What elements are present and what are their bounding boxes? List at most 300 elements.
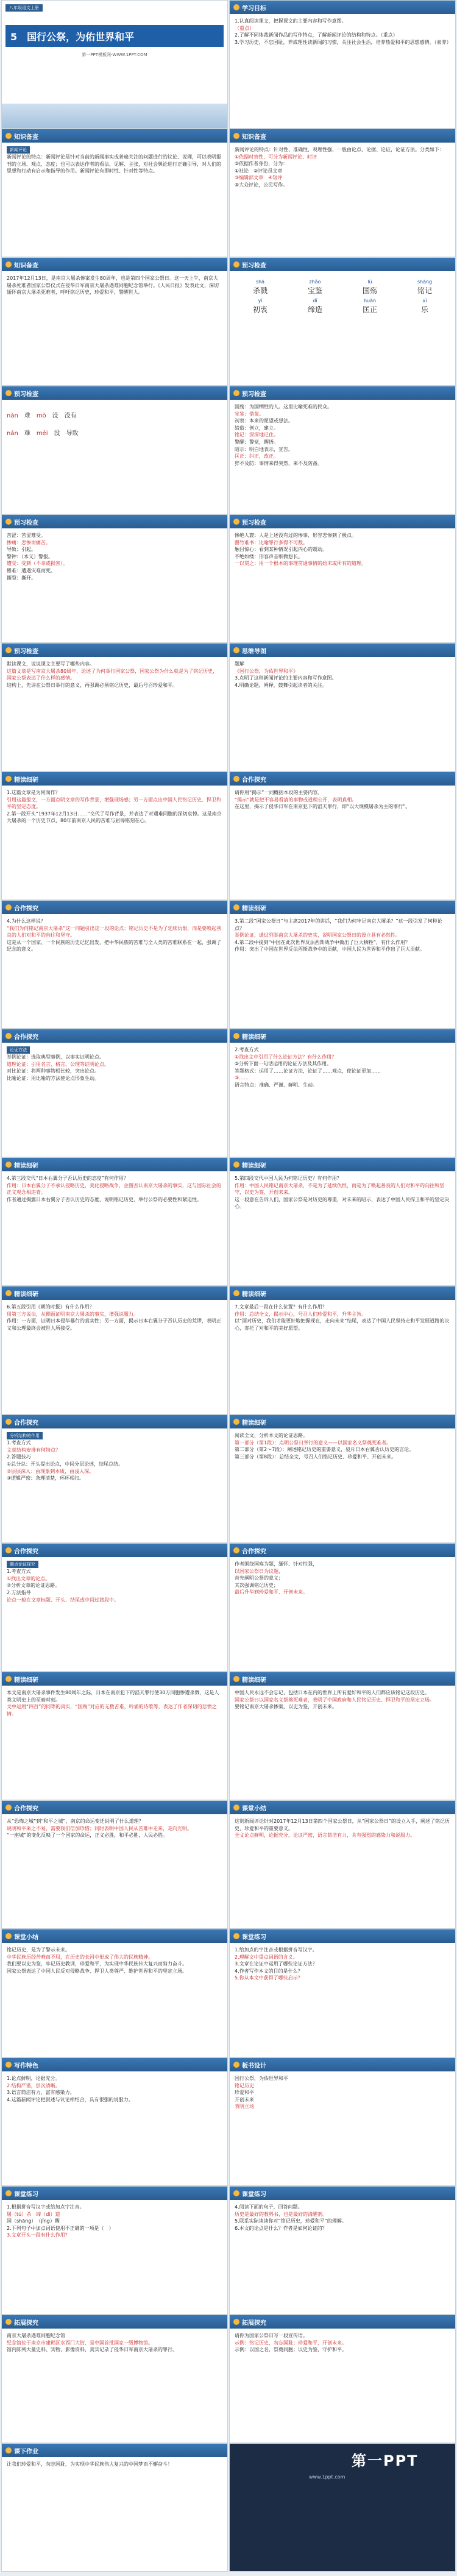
slide-header-label: 课堂练习	[242, 1934, 266, 1941]
slide-header-label: 精读细研	[242, 1034, 266, 1041]
text-line: 文中运用“四百”的同等的真实，“国殇”对应的无数苦难，吟诵的诗歌等，表达了作者深切的悲愤之情。	[7, 1704, 217, 1717]
slide-left-6	[1, 772, 228, 900]
text-line: 作用：突出了中国在世界反法西斯战争中的贡献，中国人民为世界和平作出了巨大贡献。	[235, 946, 425, 953]
slide-body	[2, 1171, 227, 1207]
slide-header	[2, 515, 227, 528]
text-line: 请你用“揭示”一词概括本段的主要内容。	[235, 790, 323, 795]
text-line: 触目惊心：看到某种情况引起内心的震动。	[235, 547, 327, 553]
text-line: 开创未来	[235, 2096, 254, 2102]
slide-header-label: 预习检查	[14, 648, 38, 655]
text-line: 4.阅读下面的句子，回答问题。	[235, 2204, 303, 2210]
slide-left-9	[1, 1157, 228, 1286]
text-line: 1.考查方式	[7, 1569, 31, 1575]
slide-header-label: 思维导图	[242, 648, 266, 655]
text-line: ②依据作者身份，分为：	[235, 161, 288, 167]
section-icon	[5, 1290, 12, 1296]
text-line: 作者通过揭露日本右翼分子否认历史的态度，说明铭记历史、举行公祭的必要性和紧迫性。	[7, 1196, 202, 1202]
text-line: 撕裂：撕开。	[7, 575, 36, 581]
text-line: 默读课文，说说课文主要写了哪些内容。	[7, 661, 94, 667]
text-line: 导致：引起。	[7, 547, 36, 553]
text-line: 这篇文章是写南京大屠杀80周年，论述了为何举行国家公祭，国家公祭为什么就是为了铭记历史，国家公祭表达了什么样的感情。	[7, 668, 218, 681]
left-column	[1, 0, 228, 2572]
text-line: 示例：以国之名，祭奠同胞；以史为鉴，守护和平。	[235, 2347, 347, 2353]
slide-body	[2, 786, 227, 828]
text-line: 遭受：受到（不幸或损害）。	[7, 561, 68, 567]
polyphone-row	[7, 412, 222, 421]
section-icon	[5, 2190, 12, 2196]
slide-body	[230, 143, 455, 193]
slide-right-15	[229, 1929, 456, 2057]
text-line: 2.下列句子中加点词语使用不正确的一项是（ ）	[7, 2225, 114, 2231]
text-line: 表明立场	[235, 2104, 254, 2110]
slide-right-7	[229, 900, 456, 1029]
slide-header	[230, 772, 455, 786]
section-icon	[233, 647, 239, 653]
text-line: 2.答题技巧	[7, 1454, 31, 1460]
slide-right-12	[229, 1543, 456, 1672]
slide-header	[2, 2315, 227, 2329]
text-line: 2.结构严谨，层次清晰。	[7, 2082, 60, 2088]
slide-header	[2, 1415, 227, 1428]
section-icon	[233, 2190, 239, 2196]
text-line: 作者围绕国殇为题，缅怀、针对性强，	[235, 1561, 317, 1567]
text-line: 4.为什么这样说？	[7, 918, 46, 924]
slide-left-19	[1, 2443, 228, 2572]
pinyin-cell	[235, 297, 286, 315]
slide-header-label: 精读细研	[14, 1677, 38, 1684]
text-line: 2.理解文中重点词语的含义。	[235, 1954, 298, 1960]
slide-body	[2, 2329, 227, 2357]
text-line: 3.文章开头一段有什么作用？	[7, 2232, 70, 2238]
pinyin-cell	[289, 279, 341, 296]
decorative-bar	[2, 104, 227, 128]
slide-header	[230, 901, 455, 914]
slide-left-12	[1, 1543, 228, 1672]
slide-body	[230, 1043, 455, 1093]
lesson-title: 5 国行公祭，为佑世界和平	[5, 25, 224, 47]
pinyin-cell	[235, 279, 286, 296]
section-icon	[233, 2062, 239, 2068]
slide-body	[230, 786, 455, 814]
text-line: 珍爱和平	[235, 2090, 254, 2096]
slide-body	[2, 1043, 227, 1086]
slide-right-6	[229, 772, 456, 900]
slide-right-11	[229, 1414, 456, 1543]
box-title: 新闻评论	[7, 146, 30, 154]
slide-header	[2, 901, 227, 914]
slide-right-8	[229, 1029, 456, 1157]
section-icon	[5, 1933, 12, 1939]
text-line: 中华民族历经苦难而不屈，在历史的长河中形成了伟大的民族精神。	[7, 1954, 153, 1960]
slide-header	[2, 1672, 227, 1686]
slide-header	[230, 129, 455, 143]
text-line: 馆内陈列大量史料、实物、影像资料，真实记录了侵华日军南京大屠杀的罪行。	[7, 2347, 177, 2353]
polyphone-c: 导致	[66, 430, 79, 437]
pinyin-text: yí	[258, 297, 263, 303]
slide-header	[230, 1286, 455, 1300]
text-line: 举例论证，通过列举南京大屠杀的史实，说明国家公祭日的设立具有必然性。	[235, 932, 400, 939]
text-line: 作用：总结全文，揭示中心，号召人们珍爱和平，升华主旨。	[235, 1311, 366, 1317]
text-line: 首先阐明公祭的意义；	[235, 1575, 283, 1581]
text-line: 2.考查方式	[235, 1047, 259, 1052]
text-line: 国家公祭表达了中国人民反对侵略战争、捍卫人类尊严、维护世界和平的坚定立场。	[7, 1968, 187, 1974]
slide-header	[230, 386, 455, 400]
slide-header	[2, 386, 227, 400]
slide-body	[230, 14, 455, 49]
slide-right-2	[229, 257, 456, 386]
box-title: 题点论证探究	[7, 1561, 38, 1568]
slide-header-label: 精读细研	[242, 1291, 266, 1298]
slide-left-8	[1, 1029, 228, 1157]
text-line: 这是从一个国家、一个民族的历史记忆出发，把中华民族的苦难与全人类的苦难联系在一起，强调了纪念的意义。	[7, 939, 221, 953]
text-line: 请你为国家公祭日写一段宣传语。	[235, 2333, 308, 2338]
text-line: ②分析下面一句话运用的论证方法及其作用。	[235, 1061, 332, 1067]
text-line: 国殇：为国牺牲的人。这里比喻死难的民众。	[235, 404, 332, 410]
slide-body	[2, 2200, 227, 2243]
text-line: 说明和平来之不易，需要我们倍加珍惜；同时表明中国人民从苦难中走来，走向光明。	[7, 1825, 192, 1831]
text-line: 1.论点鲜明，论据充分。	[7, 2076, 60, 2081]
text-line: 1.这篇文章是为何而作？	[7, 790, 60, 795]
slide-body	[230, 1428, 455, 1464]
slide-body	[2, 143, 227, 179]
polyphone-c: 没有	[64, 413, 77, 419]
slide-header-label: 精读细研	[242, 1162, 266, 1169]
slide-right-10	[229, 1286, 456, 1414]
section-icon	[233, 1547, 239, 1553]
section-icon	[233, 4, 239, 10]
slide-right-0	[229, 0, 456, 129]
slide-right-19	[229, 2443, 456, 2572]
slide-header	[230, 644, 455, 657]
slide-body	[230, 1171, 455, 1214]
text-line: 1.根据拼音写汉字或给加点字注音。	[7, 2204, 85, 2210]
section-icon	[5, 133, 12, 139]
slide-body	[230, 1814, 455, 1843]
text-line: 昭示：明白地表示，宣告。	[235, 446, 293, 452]
text-line: 惨绝人寰：人是上述没有过的惨事，形容悲惨到了极点。	[235, 533, 356, 538]
slide-left-11	[1, 1414, 228, 1543]
polyphone-b: 没	[54, 430, 60, 437]
text-line: 语言特点：准确、严谨、鲜明、生动。	[235, 1082, 317, 1088]
section-icon	[233, 261, 239, 268]
slide-right-9	[229, 1157, 456, 1286]
slide-left-0	[1, 0, 228, 129]
hanzi-text: 国殇	[362, 286, 377, 295]
text-line: 文章结构安排有何特点？	[7, 1447, 60, 1453]
slide-header	[2, 1544, 227, 1557]
text-line: 4.第三段交代“日本右翼分子否认历史的态度”有何作用？	[7, 1176, 129, 1181]
section-icon	[233, 1933, 239, 1939]
text-line: 作用：日本右翼分子不承认侵略历史，美化侵略战争，企图否认南京大屠杀的事实，这与国际社会的正义观念相违背。	[7, 1182, 221, 1196]
slide-header-label: 预习检查	[14, 391, 38, 398]
text-line: ①社论 ②评论员文章	[235, 168, 283, 174]
text-line: 2.方法指导	[7, 1589, 31, 1595]
text-line: 中国人民永远不会忘记，包括日本在内的世界上所有爱好和平的人们都应该铭记这段历史。	[235, 1690, 430, 1695]
text-line: 用第三方说法，从侧面证明南京大屠杀的事实，增强说服力。	[7, 1311, 138, 1317]
slide-left-16	[1, 2057, 228, 2186]
slide-header	[230, 515, 455, 528]
slide-body	[230, 1686, 455, 1714]
slide-left-7	[1, 900, 228, 1029]
text-line: 初衷：本来的愿望或想法。	[235, 418, 293, 424]
text-line: 第二部分（第2～7段）：阐述铭记历史的重要意义，驳斥日本右翼否认历史的言论。	[235, 1447, 414, 1453]
slide-left-5	[1, 643, 228, 772]
text-line: 2.了解不同体裁新闻作品的写作特点，了解新闻评论的结构和特点。（重点）	[235, 32, 398, 38]
slide-body	[2, 1943, 227, 1978]
text-line: 在这里，揭示了侵华日军在南京犯下的滔天罪行，即“以大规模屠杀为主的罪行”。	[235, 804, 411, 810]
box-title: 分析结构的作用	[7, 1432, 43, 1439]
text-line: 引用这篇报文，一方面点明文章的写作背景，增强现场感；另一方面点出中国人民铭记历史、捍卫和平的坚定态度。	[7, 797, 221, 810]
section-icon	[233, 904, 239, 910]
slide-left-1	[1, 129, 228, 257]
slide-left-2	[1, 257, 228, 386]
slide-header	[230, 1, 455, 14]
section-icon	[233, 133, 239, 139]
text-line: 这一段意在告诉人们，国家公祭是对历史的尊重，对未来的昭示，表达了中国人民捍卫和平的坚定决心。	[235, 1196, 449, 1210]
hanzi-text: 铭记	[417, 286, 432, 295]
text-line: 3.第二段“国家公祭日”与主席2017年的讲话，“我们为何牢记南京大屠杀？”这一段引发了何种论点？	[235, 918, 442, 931]
slide-header-label: 板书设计	[242, 2062, 266, 2070]
slide-body	[230, 1300, 455, 1335]
text-line: 3.语言简洁有力，富有感染力。	[7, 2090, 75, 2096]
slide-body	[2, 1300, 227, 1335]
section-icon	[5, 2062, 12, 2068]
pinyin-cell	[399, 297, 450, 315]
slide-header	[2, 129, 227, 143]
slide-right-17	[229, 2186, 456, 2315]
hanzi-text: 宝鉴	[307, 286, 322, 295]
text-line: 比喻论证：用比喻的方法使论点形象生动。	[7, 1075, 99, 1081]
section-icon	[5, 1162, 12, 1168]
slide-left-15	[1, 1929, 228, 2057]
slide-header	[2, 1158, 227, 1171]
slide-header-label: 合作探究	[14, 905, 38, 912]
text-line: 警钟：（本义）警报。	[7, 553, 53, 559]
section-icon	[233, 2319, 239, 2325]
slide-header	[230, 2187, 455, 2200]
text-line: 国家公祭日以国家名义祭奠死难者，表明了中国政府和人民铭记历史、捍卫和平的坚定立场。	[235, 1697, 434, 1703]
slide-left-17	[1, 2186, 228, 2315]
pinyin-cell	[289, 297, 341, 315]
pinyin-text: huàn	[363, 297, 377, 303]
text-line: 3.文章在论证中运用了哪些论证方法？	[235, 1961, 317, 1967]
text-line: 结构上，先讲在公祭日举行的意义，再强调必须铭记历史，最后号召珍爱和平。	[7, 682, 177, 688]
text-line: ①总分总：开头提出论点，中间分层论述，结尾总结。	[7, 1461, 124, 1467]
slide-header-label: 拓展探究	[14, 2319, 38, 2327]
slide-body	[2, 400, 227, 442]
slide-header-label: 精读细研	[242, 1419, 266, 1427]
pinyin-cell	[399, 279, 450, 296]
slide-header	[2, 1929, 227, 1943]
text-line: 从“恐怖之城”到“和平之城”，南京的命运变迁说明了什么道理？	[7, 1818, 144, 1824]
text-line: 铭记：深深地记住。	[235, 432, 278, 438]
text-line: 作用：一方面，证明日本侵华暴行的真实性；另一方面，揭示日本右翼分子否认历史的荒谬，表明正义和公理最终会被世人所接受。	[7, 1318, 221, 1331]
slide-right-13	[229, 1672, 456, 1800]
slide-header	[2, 2187, 227, 2200]
text-line: 2.第一段开头“1937年12月13日……”交代了写作背景，并表达了对遇难同胞的深切哀悼。这是南京大屠杀的一个历史节点，80年前南京人民的苦难与屈辱铭刻在心。	[7, 811, 222, 824]
slide-left-18	[1, 2315, 228, 2443]
slide-header	[230, 2315, 455, 2329]
slide-body	[2, 2457, 227, 2472]
text-line: 答题格式：运用了……论证方法，论证了……观点，使论证更加……	[235, 1068, 381, 1074]
text-line: 铭记历史，是为了警示未来。	[7, 1947, 70, 1953]
text-line: 6.本文的论点是什么？作者是如何论证的？	[235, 2225, 327, 2231]
section-icon	[5, 2447, 12, 2454]
hanzi-text: 初衷	[252, 305, 267, 314]
text-line: （重点）	[235, 25, 254, 31]
slide-header	[2, 1286, 227, 1300]
text-line: 缔造：创立，建立。	[235, 425, 278, 431]
text-line: 历史是最好的教科书，也是最好的清醒剂。	[235, 2211, 327, 2217]
text-line: ①找出文中引用了什么论证方法？有什么作用？	[235, 1054, 337, 1060]
text-line: 以“面对历史，我们才能更好地把握现在，走向未来”结尾，表达了中国人民坚持走和平发展道路的决心，寄托了对和平的美好愿望。	[235, 1318, 450, 1331]
text-line: ①依据时效性，可分为新闻评论、时评	[235, 154, 317, 160]
slide-header	[230, 1801, 455, 1814]
section-icon	[233, 1419, 239, 1425]
slide-header-label: 拓展探究	[242, 2319, 266, 2327]
slide-header-label: 课堂练习	[242, 2191, 266, 2198]
slide-header-label: 学习目标	[242, 5, 266, 12]
text-line: ②层层深入：由现象到本质，由浅入深。	[7, 1468, 94, 1474]
section-icon	[233, 1290, 239, 1296]
section-icon	[233, 1162, 239, 1168]
section-icon	[5, 2319, 12, 2325]
text-line: ②分析文章的论证思路。	[7, 1583, 60, 1589]
section-icon	[5, 390, 12, 396]
text-line: 1.给加点的字注音或根据拼音写汉字。	[235, 1947, 317, 1953]
slide-body	[230, 657, 455, 692]
slide-header-label: 合作探究	[242, 1548, 266, 1555]
right-column	[229, 0, 456, 2572]
slide-header	[230, 1544, 455, 1557]
text-line: 国行公祭，为佑世界和平	[235, 2076, 288, 2081]
text-line: 让我们珍爱和平，勿忘国耻，为实现中华民族伟大复兴的中国梦而不懈奋斗！	[7, 2461, 172, 2467]
slide-header-label: 知识备查	[14, 262, 38, 269]
slide-header-label: 知识备查	[242, 133, 266, 141]
slide-header-label: 合作探究	[14, 1419, 38, 1427]
pinyin-text: xī	[422, 297, 427, 303]
section-icon	[233, 776, 239, 782]
polyphone-b-py: mò	[36, 413, 46, 419]
slide-header	[2, 644, 227, 657]
slide-header	[230, 2058, 455, 2071]
text-line: 5.第四段交代中国人民为何铭记历史？有何作用？	[235, 1176, 342, 1181]
slide-header	[2, 2444, 227, 2457]
slide-header-label: 精读细研	[14, 1162, 38, 1169]
pinyin-text: lù	[367, 279, 372, 285]
slide-header-label: 课堂小结	[242, 1805, 266, 1812]
slide-left-4	[1, 514, 228, 643]
slide-header-label: 精读细研	[242, 905, 266, 912]
section-icon	[5, 776, 12, 782]
slide-body	[230, 271, 455, 319]
footer-text: www.1ppt.com	[309, 2474, 345, 2480]
slide-left-13	[1, 1672, 228, 1800]
text-line: 这则新闻评论针对2017年12月13日第四个国家公祭日，从“国家公祭日”的设立入手，阐述了铭记历史、珍爱和平的重要意义。	[235, 1818, 450, 1831]
slide-body	[2, 2071, 227, 2107]
section-icon	[233, 1033, 239, 1039]
slide-header-label: 精读细研	[14, 1291, 38, 1298]
text-line: 警醒：警觉，醒悟。	[235, 439, 278, 445]
slide-header-label: 预习检查	[242, 262, 266, 269]
slide-header	[2, 772, 227, 786]
slide-header-label: 精读细研	[242, 1677, 266, 1684]
pinyin-cell	[344, 297, 395, 315]
text-line: 屠（tú）杀 缔（dì）造	[7, 2211, 60, 2217]
text-line: 5.你从本文中获得了哪些启示？	[235, 1975, 303, 1981]
text-line: 4.作者写作本文的目的是什么？	[235, 1968, 303, 1974]
text-line: 第三部分（第8段）：总结全文，号召人们铭记历史、珍爱和平、开创未来。	[235, 1453, 397, 1460]
polyphone-b-py: méi	[36, 430, 48, 437]
polyphone-a-py: nàn	[7, 413, 18, 419]
pinyin-text: zhǎo	[309, 279, 321, 285]
text-line: 4.明确论题，阐释，鼓舞引起读者的关注。	[235, 682, 327, 688]
slide-right-14	[229, 1800, 456, 1929]
text-line: 第一部分（第1段）：点明公祭日举行的意义——以国家名义祭奠死难者。	[235, 1439, 392, 1446]
polyphone-a-py: nán	[7, 430, 18, 437]
slide-body	[2, 528, 227, 585]
text-line: 5.联系实际谈谈你对“铭记历史，珍爱和平”的理解。	[235, 2218, 347, 2224]
text-line: “揭示”就是把不容易看清的事物或道理公开，表明真相。	[235, 797, 357, 803]
slide-header	[230, 1158, 455, 1171]
text-line: 1.考查方式	[7, 1440, 31, 1446]
text-line: “一座城”的变化反映了一个国家的命运，正义必胜，和平必胜，人民必胜。	[7, 1833, 168, 1839]
slide-header	[2, 2058, 227, 2071]
text-line: 纪念馆位于南京市建邺区水西门大街，是中国首批国家一级博物馆。	[7, 2340, 153, 2346]
slide-header	[2, 258, 227, 271]
text-line: 匡正：纠正，改正。	[235, 453, 278, 459]
section-icon	[5, 1547, 12, 1553]
text-line: 宝鉴：借鉴。	[235, 411, 264, 417]
text-line: 罹难：遭遇灾难而死。	[7, 567, 55, 573]
slide-body	[2, 657, 227, 692]
slide-header-label: 课堂小结	[14, 1934, 38, 1941]
polyphone-row	[7, 430, 222, 439]
slide-body	[2, 1557, 227, 1607]
grade-tag: 八年级语文上册	[5, 4, 43, 12]
slide-body	[230, 400, 455, 470]
text-line: “我们为何铭记南京大屠杀”这一问题引出这一段的论点：铭记历史不是为了延续仇恨，而是要唤起善良的人们对和平的向往和坚守。	[7, 925, 222, 939]
slide-header	[230, 1929, 455, 1943]
slide-header-label: 预习检查	[242, 519, 266, 527]
slide-header	[230, 1672, 455, 1686]
pinyin-text: shā	[255, 279, 265, 285]
slide-body	[230, 914, 455, 957]
slide-header	[230, 1415, 455, 1428]
polyphone-a: 难	[24, 430, 30, 437]
pinyin-cell	[344, 279, 395, 296]
text-line: 作用：中国人民铭记南京大屠杀，不是为了延续仇恨，而是为了唤起善良的人们对和平的向往和坚守，以史为鉴、开创未来。	[235, 1182, 444, 1196]
slide-right-5	[229, 643, 456, 772]
text-line: 惨痛：悲惨而痛苦。	[7, 539, 51, 545]
text-line: 最后升华到珍爱和平、开创未来。	[235, 1589, 308, 1595]
slide-left-14	[1, 1800, 228, 1929]
text-line: 对比论证：将两种事物相比较，突出论点。	[7, 1068, 99, 1074]
hanzi-text: 匡正	[362, 305, 377, 314]
text-line: 不绝如缕：形容声音细微悠长。	[235, 553, 303, 559]
slide-body	[230, 2200, 455, 2235]
text-line: 猝不及防：事情来得突然，来不及防备。	[235, 460, 322, 466]
text-line: 4.第二段中提到“中国在此次世界反法西斯战争中做出了巨大牺牲”，有什么作用？	[235, 939, 410, 945]
text-line: 我们要以史为鉴，牢记历史教训，珍爱和平，为实现中华民族伟大复兴而努力奋斗。	[7, 1961, 187, 1967]
slide-header-label: 课下作业	[14, 2448, 38, 2455]
text-line: 国（shāng） （jǐng）醒	[7, 2218, 60, 2224]
text-line: ③……	[235, 1075, 249, 1081]
slide-header	[2, 1029, 227, 1043]
section-icon	[5, 647, 12, 653]
text-line: 论点一般在文章标题、开头、结尾或中间过渡段中。	[7, 1597, 119, 1603]
hanzi-text: 杀戮	[252, 286, 267, 295]
